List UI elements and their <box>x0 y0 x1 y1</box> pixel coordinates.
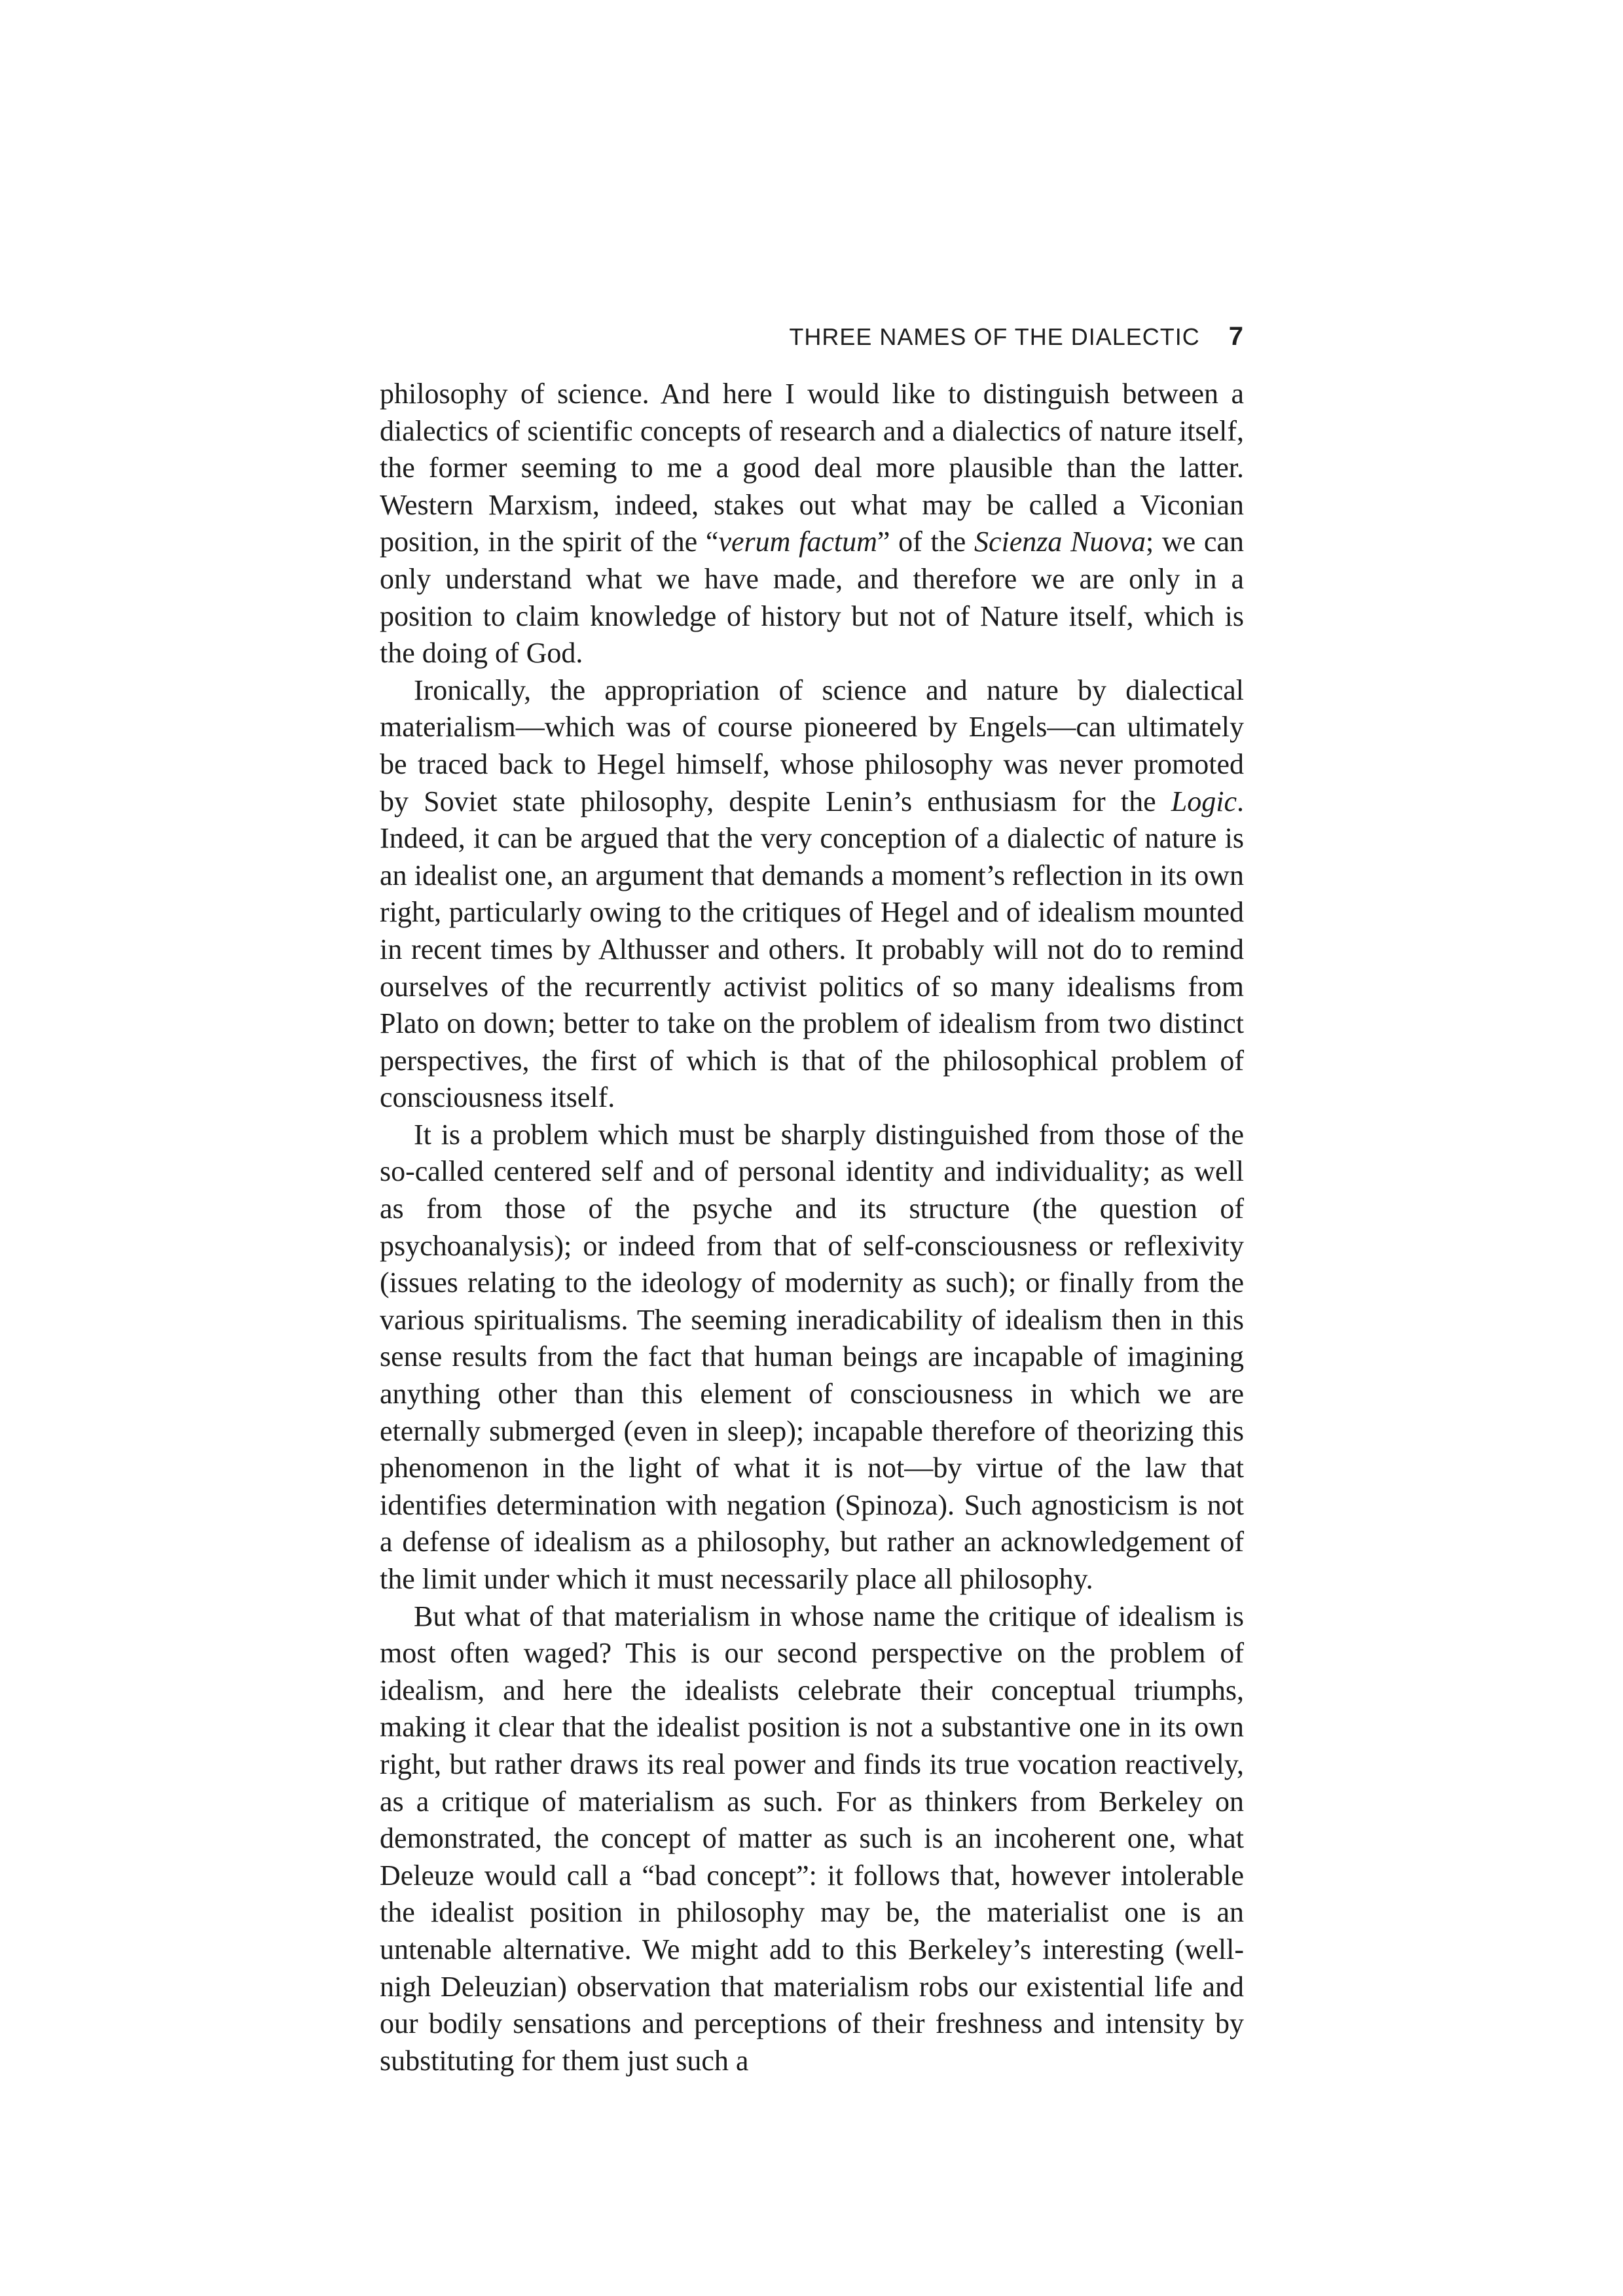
paragraph-2-text-a: Ironically, the appropriation of science and nature by dialectical materialism—which was of course pioneered by Engels—can ultimately be traced back to Hegel himself, whose philosophy was never promoted by Soviet state philosophy, despite Lenin’s enthusiasm for the <box>380 673 1244 817</box>
running-head <box>380 322 1244 361</box>
paragraph-2-italic-logic: Logic <box>1171 785 1237 817</box>
paragraph-1-text-c: ; we can only understand what we have made, and therefore we are only in a position to claim knowledge of history but not of Nature itself, which is the doing of God. <box>380 526 1244 670</box>
paragraph-1-italic-verum-factum: verum factum <box>718 526 877 558</box>
paragraph-1-text-b: ” of the <box>877 526 974 558</box>
page-number: 7 <box>1228 322 1244 351</box>
running-title: THREE NAMES OF THE DIALECTIC <box>789 323 1200 350</box>
paragraph-1-italic-scienza-nuova: Scienza Nuova <box>974 526 1146 558</box>
body-text <box>380 376 1244 2079</box>
paragraph-1-text-a: philosophy of science. And here I would like to distinguish between a dialectics of scientific concepts of research and a dialectics of nature itself, the former seeming to me a good deal more plausible than the latter. Western Marxism, indeed, stakes out what may be called a Viconian position, in the spirit of the “ <box>380 378 1244 558</box>
paragraph-1 <box>380 376 1244 672</box>
paragraph-2-text-b: . Indeed, it can be argued that the very conception of a dialectic of nature is an idealist one, an argument that demands a moment’s reflection in its own right, particularly owing to the critiques of Hegel and of idealism mounted in recent times by Althusser and others. It probably will not do to remind ourselves of the recurrently activist politics of so many idealisms from Plato on down; better to take on the problem of idealism from two distinct perspectives, the first of which is that of the philosophical problem of consciousness itself. <box>380 785 1244 1114</box>
paragraph-4: But what of that materialism in whose name the critique of idealism is most often waged? This is our second perspective on the problem of idealism, and here the idealists celebrate their conceptual triumphs, making it clear that the idealist position is not a substantive one in its own right, but rather draws its real power and finds its true vocation reactively, as a critique of materialism as such. For as thinkers from Berkeley on demonstrated, the concept of matter as such is an incoherent one, what Deleuze would call a “bad concept”: it follows that, however intolerable the idealist position in philosophy may be, the materialist one is an untenable alternative. We might add to this Berkeley’s interesting (well-nigh Deleuzian) observation that materialism robs our existential life and our bodily sensations and perceptions of their freshness and intensity by substituting for them just such a <box>380 1600 1244 2077</box>
paragraph-3: It is a problem which must be sharply distinguished from those of the so-called centered self and of personal identity and individuality; as well as from those of the psyche and its structure (the question of psychoanalysis); or indeed from that of self-consciousness or reflexivity (issues relating to the ideology of modernity as such); or finally from the various spiritualisms. The seeming ineradicability of idealism then in this sense results from the fact that human beings are incapable of imagining anything other than this element of consciousness in which we are eternally submerged (even in sleep); incapable therefore of theorizing this phenomenon in the light of what it is not—by virtue of the law that identifies determination with negation (Spinoza). Such agnosticism is not a defense of idealism as a philosophy, but rather an acknowledgement of the limit under which it must necessarily place all philosophy. <box>380 1118 1244 1595</box>
paragraph-2 <box>380 672 1244 1117</box>
